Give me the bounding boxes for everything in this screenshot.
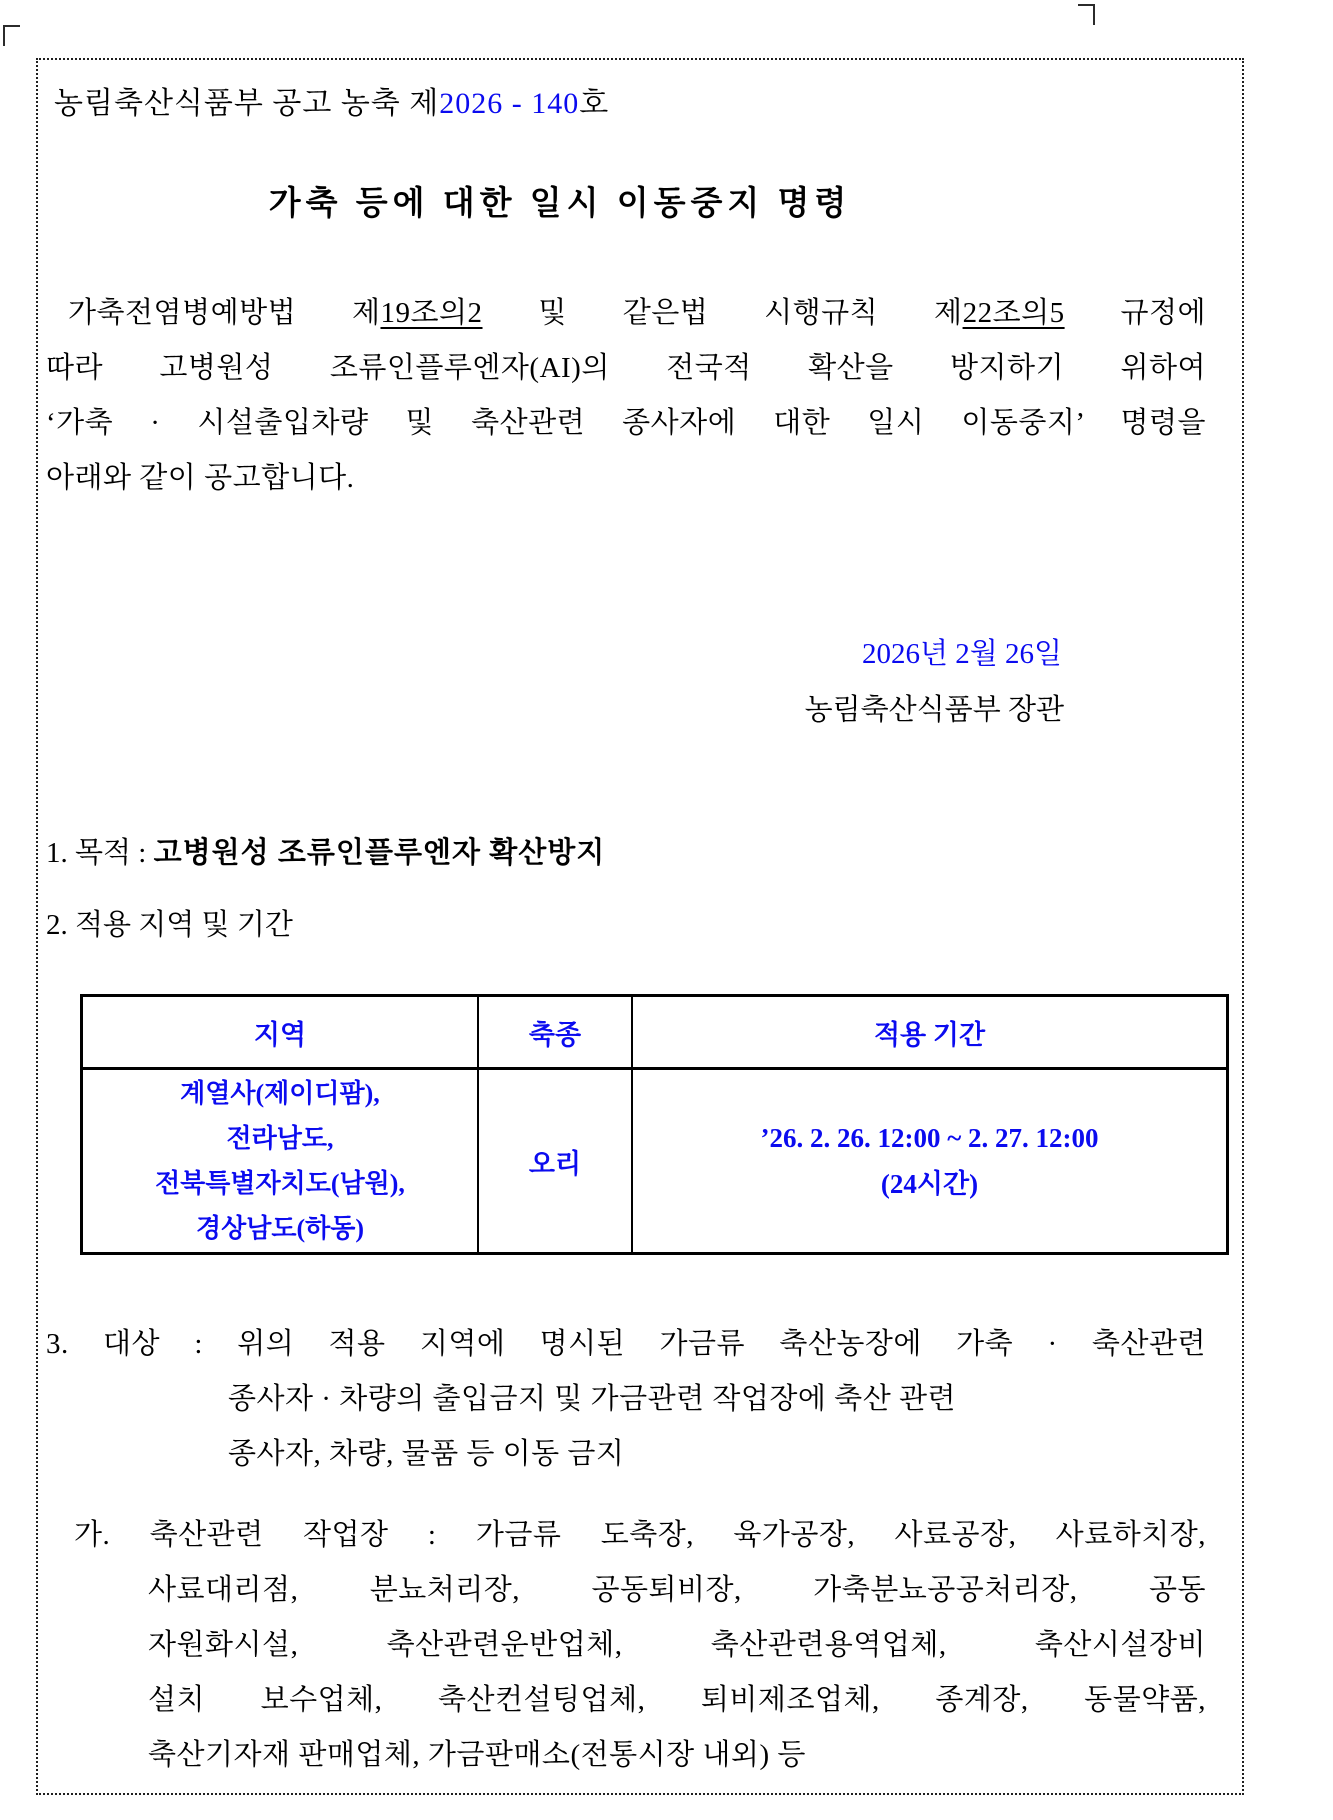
col-header-region: 지역 [82,996,479,1069]
notice-date: 2026년 2월 26일 [861,638,1062,670]
region-line-3: 전북특별자치도(남원), [155,1169,405,1198]
intro-line-3: ‘가축 · 시설출입차량 및 축산관련 종사자에 대한 일시 이동중지’ 명령을 [46,407,1206,439]
page-corner-mark-left [3,25,20,46]
intro-paragraph [46,286,1206,506]
section-3-line-3: 종사자, 차량, 물품 등 이동 금지 [228,1438,625,1470]
notice-document [36,58,1244,1795]
doc-number-prefix: 농림축산식품부 공고 농축 제 [54,87,440,120]
application-region-table [80,994,1229,1255]
section-ga-line-1: 가. 축산관련 작업장 : 가금류 도축장, 육가공장, 사료공장, 사료하치장, [74,1519,1206,1551]
cell-species: 오리 [478,1069,632,1254]
section-ga-workplaces [46,1508,1206,1783]
col-header-period: 적용 기간 [632,996,1228,1069]
section-ga-line-2: 사료대리점, 분뇨처리장, 공동퇴비장, 가축분뇨공공처리장, 공동 [148,1574,1206,1606]
region-line-4: 경상남도(하동) [195,1214,364,1243]
intro-line1-text-c: 규정에 [1064,297,1206,329]
doc-number-suffix: 호 [579,87,610,120]
cell-region [82,1069,479,1254]
doc-number-value: 2026 - 140 [439,87,580,120]
notice-issuer: 농림축산식품부 장관 [804,694,1064,726]
law-article-field-2: 22조의5 [962,297,1065,329]
section-ga-line-5: 축산기자재 판매업체, 가금판매소(전통시장 내외) 등 [148,1739,806,1771]
section-1-label: 1. 목적 : [46,837,154,869]
intro-line1-text-a: 가축전염병예방법 제 [68,297,381,329]
period-line-2: (24시간) [880,1169,979,1199]
doc-number-line [46,84,1206,124]
region-line-2: 전라남도, [226,1124,334,1153]
table-data-row [82,1069,1228,1254]
section-ga-line-3: 자원화시설, 축산관련운반업체, 축산관련용역업체, 축산시설장비 [148,1629,1206,1661]
region-line-1: 계열사(제이디팜), [180,1079,380,1108]
section-3-subject [46,1317,1206,1482]
table-header-row [82,996,1228,1069]
section-1-purpose [46,832,1206,874]
law-article-field-1: 19조의2 [380,297,483,329]
section-ga-line-4: 설치 보수업체, 축산컨설팅업체, 퇴비제조업체, 종계장, 동물약품, [148,1684,1206,1716]
period-line-1: ’26. 2. 26. 12:00 ~ 2. 27. 12:00 [760,1123,1099,1153]
section-2-heading: 2. 적용 지역 및 기간 [46,909,293,941]
cell-period [632,1069,1228,1254]
col-header-species: 축종 [478,996,632,1069]
page-corner-mark-right [1078,4,1095,25]
intro-line-2: 따라 고병원성 조류인플루엔자(AI)의 전국적 확산을 방지하기 위하여 [46,352,1206,384]
notice-title: 가축 등에 대한 일시 이동중지 명령 [268,186,852,222]
section-1-value: 고병원성 조류인플루엔자 확산방지 [153,837,606,869]
intro-line-1 [46,286,1206,341]
section-3-line-1: 3. 대상 : 위의 적용 지역에 명시된 가금류 축산농장에 가축 · 축산관련 [46,1328,1206,1360]
intro-line-4: 아래와 같이 공고합니다. [46,462,355,494]
intro-line1-text-b: 및 같은법 시행규칙 제 [482,297,963,329]
section-3-line-2: 종사자 · 차량의 출입금지 및 가금관련 작업장에 축산 관련 [228,1383,956,1415]
